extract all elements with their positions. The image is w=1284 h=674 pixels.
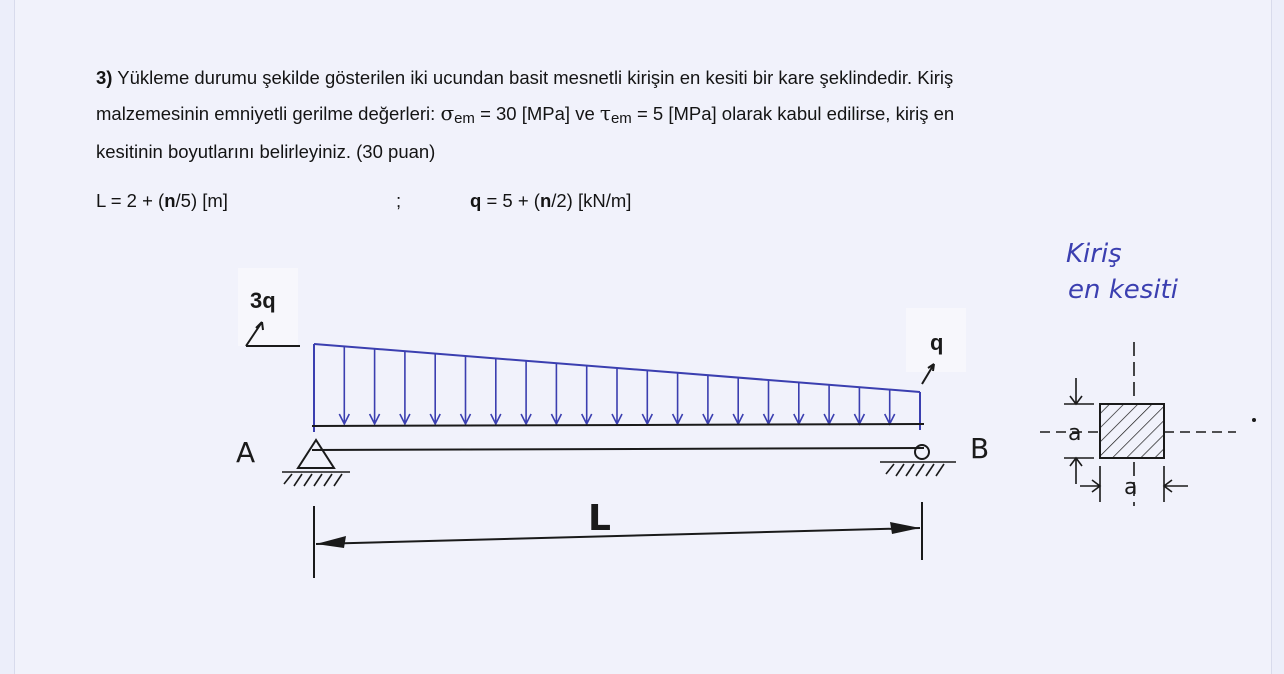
load-arrow-icon bbox=[461, 356, 471, 424]
tau-subscript: em bbox=[610, 110, 632, 127]
load-arrow-icon bbox=[673, 373, 683, 424]
problem-text-3: kesitinin boyutlarını belirleyiniz. (30 puan) bbox=[96, 141, 436, 162]
section-width-label: a bbox=[1124, 475, 1138, 500]
load-arrow-icon bbox=[582, 366, 592, 424]
tau-symbol: τ bbox=[599, 101, 611, 125]
distributed-load-arrows bbox=[339, 346, 894, 424]
section-title-line-2: en kesiti bbox=[1068, 275, 1178, 305]
beam-body bbox=[312, 424, 924, 450]
support-a-label: A bbox=[236, 436, 256, 469]
support-b-label: B bbox=[970, 432, 990, 465]
sigma-subscript: em bbox=[454, 110, 475, 127]
problem-text-2c: = 5 [MPa] olarak kabul edilirse, kiriş en bbox=[631, 103, 955, 124]
problem-number: 3) bbox=[96, 67, 113, 88]
pin-support-a-icon bbox=[298, 440, 334, 468]
load-arrow-icon bbox=[854, 387, 864, 424]
load-arrow-icon bbox=[642, 370, 652, 424]
load-arrow-icon bbox=[885, 390, 895, 424]
load-arrow-icon bbox=[491, 358, 501, 424]
square-cross-section bbox=[1100, 404, 1164, 458]
formula-separator: ; bbox=[396, 190, 402, 211]
load-arrow-icon bbox=[794, 382, 804, 424]
load-formula-mid: = 5 + ( bbox=[481, 190, 540, 211]
length-formula-n: n bbox=[164, 190, 176, 211]
load-arrow-icon bbox=[430, 354, 440, 424]
load-arrow-icon bbox=[400, 351, 410, 424]
load-arrow-icon bbox=[733, 378, 743, 424]
ground-hatch-a-icon bbox=[282, 472, 350, 486]
load-arrow-icon bbox=[612, 368, 622, 424]
load-arrow-icon bbox=[521, 361, 531, 424]
sigma-symbol: σ bbox=[440, 101, 455, 125]
load-arrow-icon bbox=[370, 349, 380, 424]
span-arrow-left-icon bbox=[316, 536, 346, 548]
length-formula-prefix: L = 2 + ( bbox=[96, 190, 165, 211]
span-arrow-right-icon bbox=[890, 522, 920, 534]
problem-text-1: Yükleme durumu şekilde gösterilen iki ucundan basit mesnetli kirişin en kesiti bir kare şeklindedir. Kiriş bbox=[112, 67, 954, 88]
load-arrow-icon bbox=[824, 385, 834, 424]
load-arrow-icon bbox=[764, 380, 774, 424]
span-dimension-line bbox=[316, 528, 920, 544]
problem-text-2a: malzemesinin emniyetli gerilme değerleri: bbox=[96, 103, 441, 124]
right-load-label: q bbox=[930, 330, 944, 355]
section-height-label: a bbox=[1068, 421, 1082, 446]
load-formula-n: n bbox=[539, 190, 552, 211]
load-arrow-icon bbox=[551, 363, 561, 424]
ground-hatch-b-icon bbox=[880, 462, 956, 476]
stray-mark bbox=[1252, 418, 1256, 422]
load-arrow-icon bbox=[703, 375, 713, 424]
load-formula-suffix: /2) [kN/m] bbox=[551, 190, 632, 211]
length-formula-suffix: /5) [m] bbox=[175, 190, 228, 211]
load-formula-q: q bbox=[470, 190, 482, 211]
span-extension-lines bbox=[314, 502, 922, 578]
span-label: L bbox=[588, 498, 611, 539]
section-title-line-1: Kiriş bbox=[1066, 239, 1122, 269]
problem-text-2b: = 30 [MPa] ve bbox=[474, 103, 600, 124]
left-load-label: 3q bbox=[250, 288, 276, 313]
load-arrow-icon bbox=[339, 346, 349, 424]
